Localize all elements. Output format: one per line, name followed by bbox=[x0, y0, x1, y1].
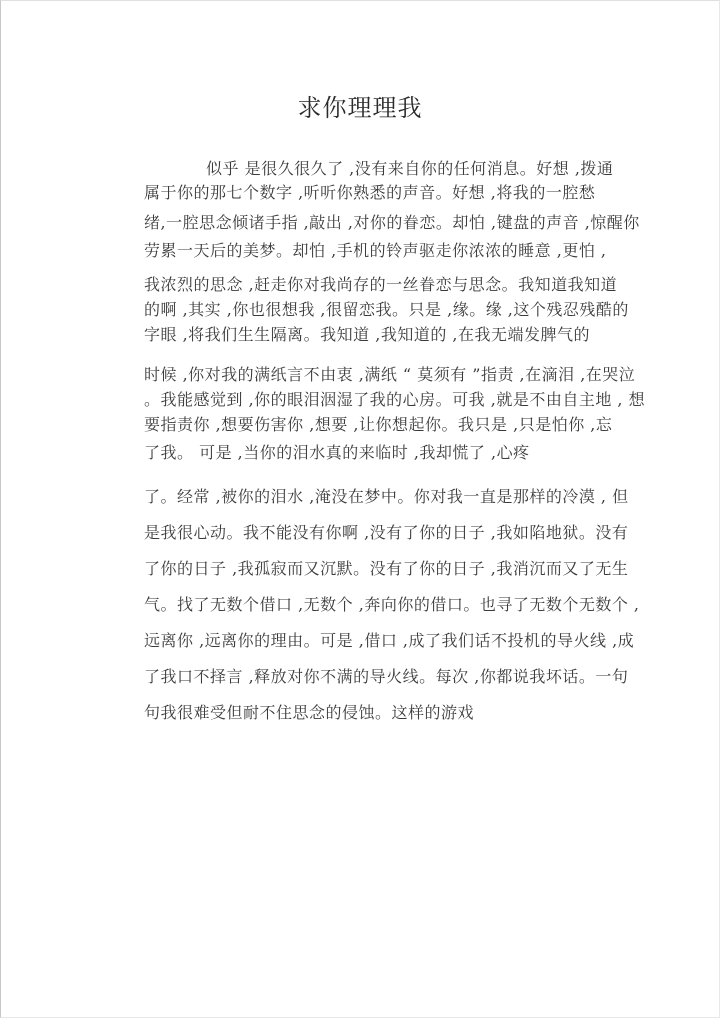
body-text-line: 了我口不择言 ,释放对你不满的导火线。每次 ,你都说我坏话。一句 bbox=[144, 667, 629, 686]
body-text-line: 了我。 可是 ,当你的泪水真的来临时 ,我却慌了 ,心疼 bbox=[144, 443, 530, 462]
body-text-line: 劳累一天后的美梦。却怕 ,手机的铃声驱走你浓浓的睡意 ,更怕 , bbox=[144, 241, 607, 260]
body-text-line: 了你的日子 ,我孤寂而又沉默。没有了你的日子 ,我消沉而又了无生 bbox=[144, 559, 629, 578]
document-title: 求你理理我 bbox=[297, 94, 423, 122]
body-text-line: 属于你的那七个数字 ,听听你熟悉的声音。好想 ,将我的一腔愁 bbox=[144, 183, 596, 202]
body-text-line: 的啊 ,其实 ,你也很想我 ,很留恋我。只是 ,缘。缘 ,这个残忍残酷的 bbox=[144, 300, 629, 319]
body-text-line: 气。找了无数个借口 ,无数个 ,奔向你的借口。也寻了无数个无数个 , bbox=[144, 595, 640, 614]
body-text-line: 字眼 ,将我们生生隔离。我知道 ,我知道的 ,在我无端发脾气的 bbox=[144, 325, 591, 344]
body-text-line: 似乎 是很久很久了 ,没有来自你的任何消息。好想 ,拨通 bbox=[206, 159, 614, 178]
body-text-line: 句我很难受但耐不住思念的侵蚀。这样的游戏 bbox=[144, 703, 475, 722]
body-text-line: 时候 ,你对我的满纸言不由衷 ,满纸 “ 莫须有 ”指责 ,在滴泪 ,在哭泣 bbox=[144, 365, 636, 384]
body-text-line: 。我能感觉到 ,你的眼泪洇湿了我的心房。可我 ,就是不由自主地 , 想 bbox=[144, 390, 646, 409]
body-text-line: 是我很心动。我不能没有你啊 ,没有了你的日子 ,我如陷地狱。没有 bbox=[144, 523, 629, 542]
body-text-line: 要指责你 ,想要伤害你 ,想要 ,让你想起你。我只是 ,只是怕你 ,忘 bbox=[144, 415, 613, 434]
body-text-line: 我浓烈的思念 ,赶走你对我尚存的一丝眷恋与思念。我知道我知道 bbox=[144, 275, 618, 294]
body-text-line: 了。经常 ,被你的泪水 ,淹没在梦中。你对我一直是那样的冷漠 , 但 bbox=[144, 487, 629, 506]
body-text-line: 远离你 ,远离你的理由。可是 ,借口 ,成了我们话不投机的导火线 ,成 bbox=[144, 631, 635, 650]
body-text-line: 绪,一腔思念倾诸手指 ,敲出 ,对你的眷恋。却怕 ,键盘的声音 ,惊醒你 bbox=[144, 213, 640, 232]
